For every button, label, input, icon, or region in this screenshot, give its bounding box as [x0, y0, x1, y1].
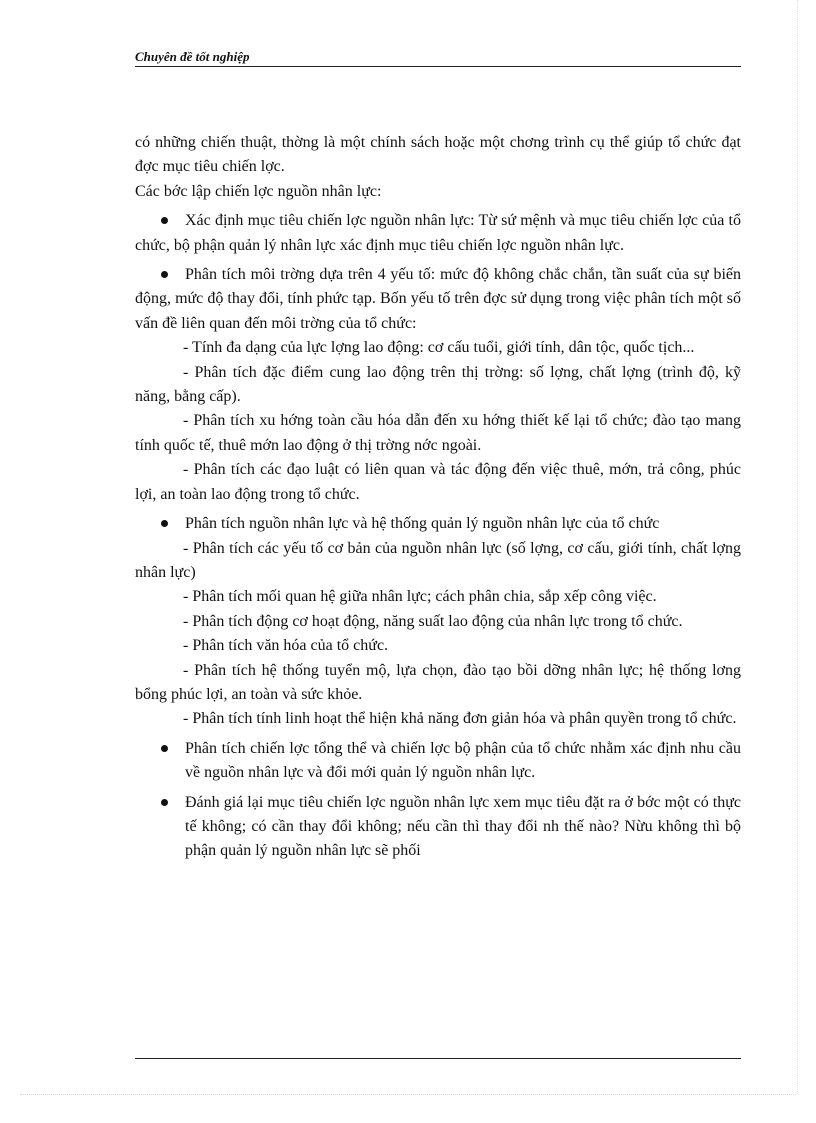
page-edge-right: [797, 0, 798, 1094]
hr-item: - Phân tích động cơ hoạt động, năng suất lao động của nhân lực trong tổ chức.: [183, 612, 683, 630]
bullet-item: [135, 512, 741, 536]
page-edge-bottom: [20, 1094, 796, 1095]
hr-item: - Phân tích văn hóa của tổ chức.: [183, 637, 389, 655]
bullet-icon: [161, 745, 168, 752]
bullet-item: [135, 791, 741, 864]
bullet-item: [135, 263, 741, 336]
env-item: - Phân tích đặc điểm cung lao động trên thị trờng: số lợng, chất lợng (trình độ, kỹ năng, bằng cấp).: [135, 363, 741, 406]
bullet-text: Phân tích nguồn nhân lực và hệ thống quản lý nguồn nhân lực của tổ chức: [185, 515, 660, 533]
paragraph-steps-heading: Các bớc lập chiến lợc nguồn nhân lực:: [135, 182, 382, 200]
bullet-item: [135, 209, 741, 258]
env-item: - Phân tích xu hớng toàn cầu hóa dẫn đến xu hớng thiết kế lại tổ chức; đào tạo mang tính quốc tế, thuê mớn lao động ở thị trờng nớc ngoài.: [135, 412, 741, 454]
paragraph-intro: có những chiến thuật, thờng là một chính sách hoặc một chơng trình cụ thể giúp tổ chức đạt đợc mục tiêu chiến lợc.: [135, 134, 741, 176]
bullet-icon: [161, 217, 168, 224]
hr-item: - Phân tích hệ thống tuyển mộ, lựa chọn, đào tạo bồi dỡng nhân lực; hệ thống lơng bổng phúc lợi, an toàn và sức khỏe.: [135, 661, 741, 703]
hr-item: - Phân tích tính linh hoạt thể hiện khả năng đơn giản hóa và phân quyền trong tổ chức.: [183, 710, 737, 728]
bullet-icon: [161, 520, 168, 527]
bullet-item: [135, 737, 741, 786]
document-body: [135, 131, 741, 864]
bullet-text: Xác định mục tiêu chiến lợc nguồn nhân lực: Từ sứ mệnh và mục tiêu chiến lợc của tổ chức, bộ phận quản lý nhân lực xác định mục tiêu chiến lợc nguồn nhân lực.: [135, 212, 741, 254]
bullet-text: Phân tích môi trờng dựa trên 4 yếu tố: mức độ không chắc chắn, tần suất của sự biến động, mức độ thay đổi, tính phức tạp. Bốn yếu tố trên đợc sử dụng trong việc phân tích một số vấn đề liên quan đến môi trờng của tổ chức:: [135, 266, 741, 332]
bullet-icon: [161, 271, 168, 278]
bullet-text: Đánh giá lại mục tiêu chiến lợc nguồn nhân lực xem mục tiêu đặt ra ở bớc một có thực tế không; có cần thay đổi không; nếu cần thì thay đổi nh thế nào? Nừu không thì bộ phận quản lý nguồn nhân lực sẽ phối: [185, 793, 741, 860]
env-item: - Phân tích các đạo luật có liên quan và tác động đến việc thuê, mớn, trả công, phúc lợi, an toàn lao động trong tổ chức.: [135, 461, 741, 503]
hr-item: - Phân tích các yếu tố cơ bản của nguồn nhân lực (số lợng, cơ cấu, giới tính, chất lợng nhân lực): [135, 539, 741, 581]
page-header: [135, 50, 741, 67]
hr-item: - Phân tích mối quan hệ giữa nhân lực; cách phân chia, sắp xếp công việc.: [183, 588, 657, 606]
env-item: - Tính đa dạng của lực lợng lao động: cơ cấu tuổi, giới tính, dân tộc, quốc tịch...: [183, 339, 695, 357]
header-title: Chuyên đề tốt nghiệp: [135, 49, 250, 64]
bullet-text: Phân tích chiến lợc tổng thể và chiến lợc bộ phận của tổ chức nhằm xác định nhu cầu về nguồn nhân lực và đổi mới quản lý nguồn nhân lực.: [185, 739, 741, 782]
bullet-icon: [161, 799, 168, 806]
footer-rule: [135, 1058, 741, 1059]
